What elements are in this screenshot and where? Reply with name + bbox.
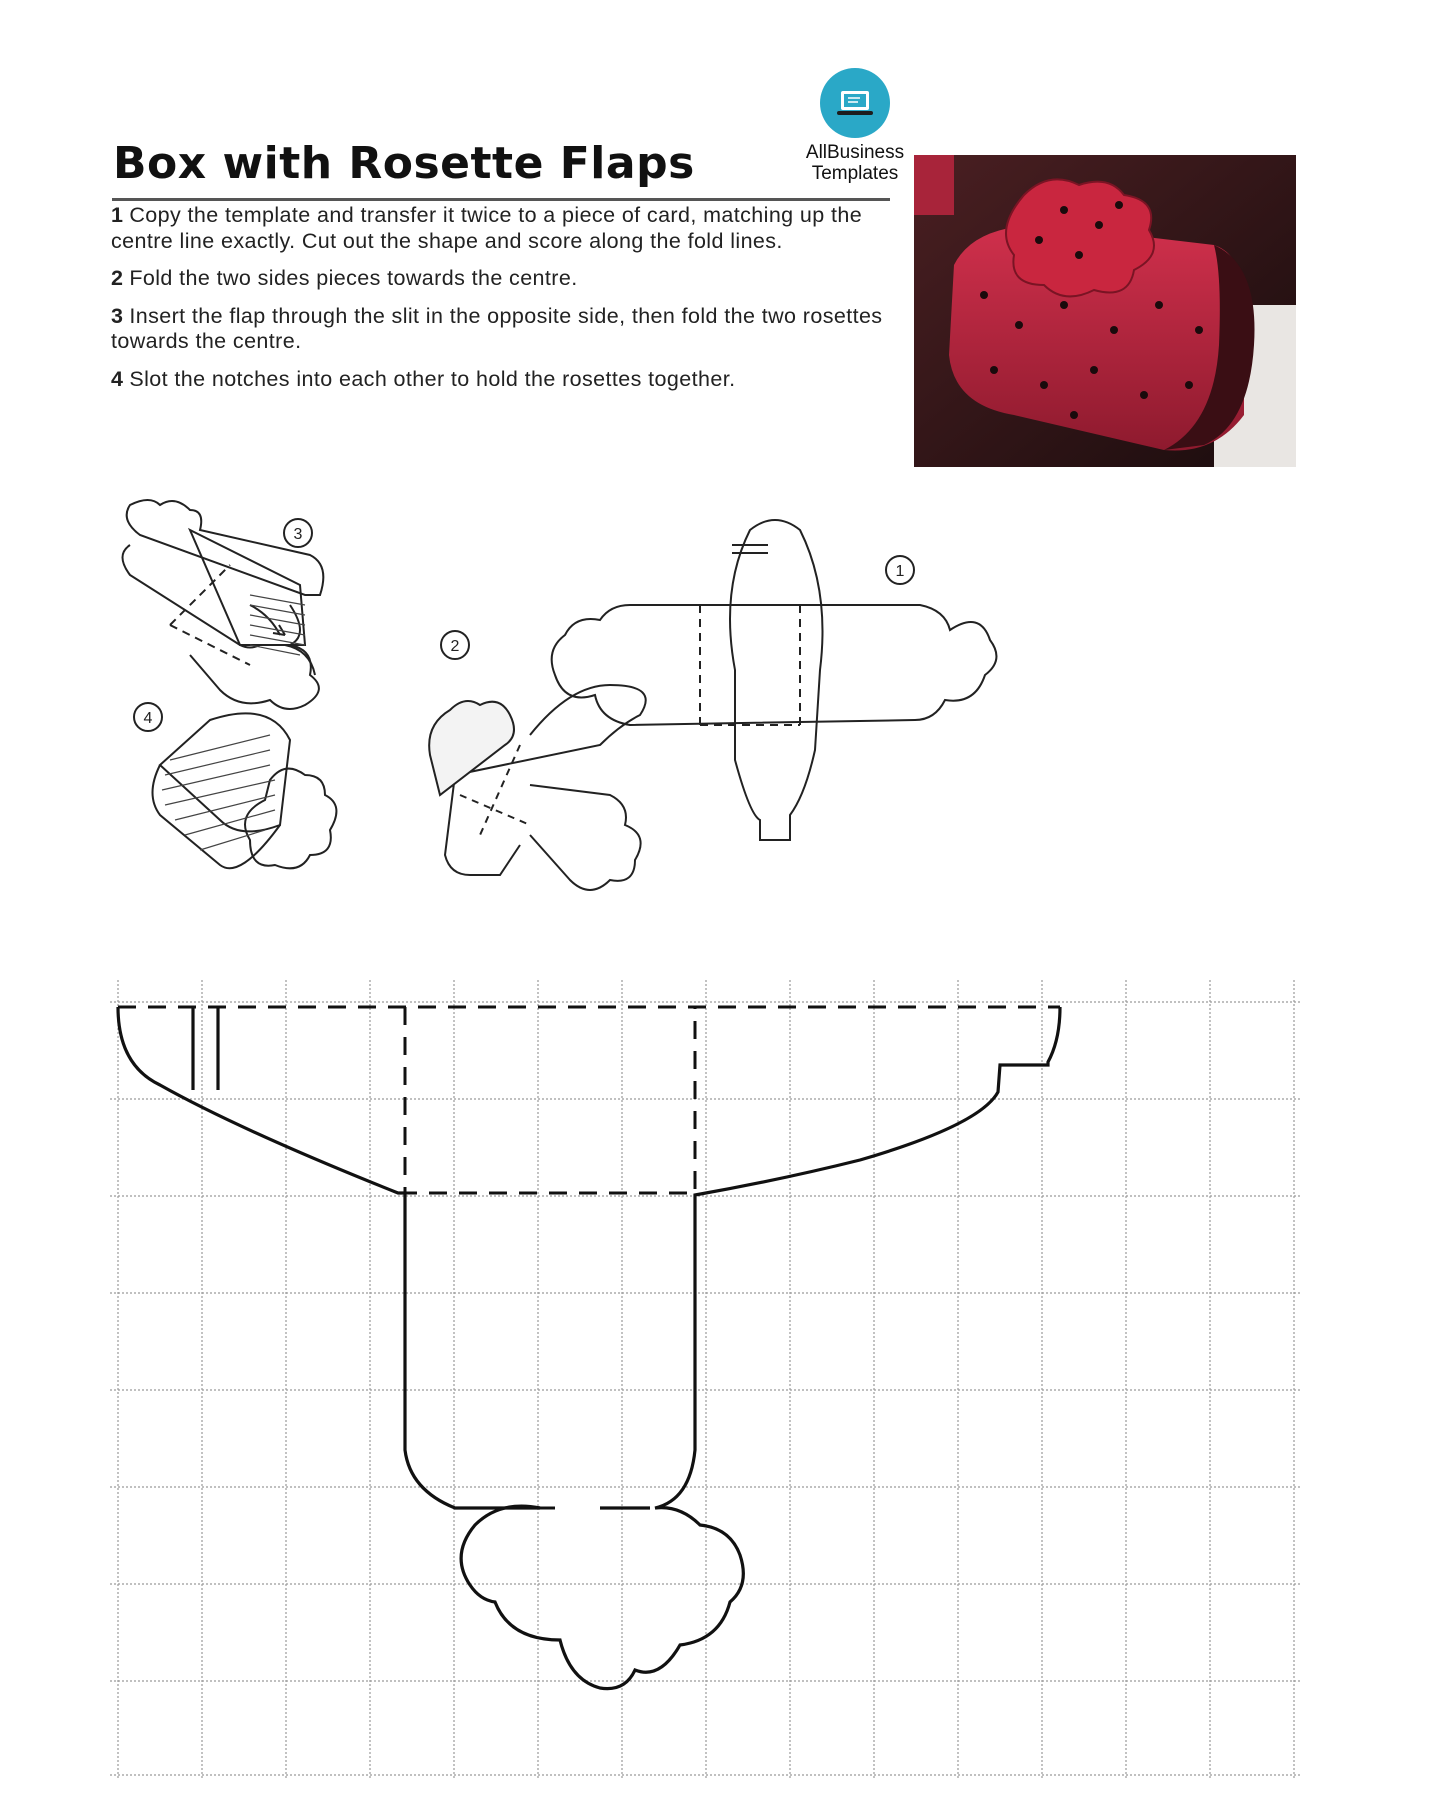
template-cut-outline [118, 1007, 1060, 1689]
step-number: 1 [111, 203, 124, 227]
step-text: Insert the flap through the slit in the opposite side, then fold the two rosettes towards the centre. [111, 303, 883, 353]
step-label: 3 [293, 526, 303, 543]
laptop-icon [820, 68, 890, 138]
template-fold-lines [118, 1007, 1060, 1193]
finished-box-photo [914, 155, 1296, 467]
step-number: 4 [111, 366, 124, 391]
step-text: Slot the notches into each other to hold the rosettes together. [129, 366, 736, 391]
step-number: 3 [111, 303, 124, 328]
diagram-step-4 [134, 703, 336, 868]
template-grid [100, 980, 1300, 1780]
brand-line-1: AllBusiness [805, 142, 905, 163]
page-title: Box with Rosette Flaps [113, 138, 695, 189]
instruction-step [111, 203, 891, 254]
brand-logo [800, 68, 910, 184]
instruction-step [111, 266, 891, 292]
diagram-step-2 [429, 631, 646, 890]
instruction-step [111, 304, 891, 355]
brand-line-2: Templates [811, 163, 899, 184]
grid-lines [110, 980, 1300, 1780]
folding-diagrams [100, 495, 1100, 955]
step-number: 2 [111, 266, 124, 290]
brand-name [800, 142, 910, 184]
instructions-list [111, 203, 891, 404]
step-text: Fold the two sides pieces towards the centre. [129, 266, 578, 290]
diagram-step-1 [552, 520, 997, 840]
step-label: 4 [143, 710, 153, 727]
step-label: 2 [450, 638, 460, 655]
diagram-step-3 [123, 500, 324, 709]
title-underline [112, 198, 890, 201]
step-label: 1 [895, 563, 905, 580]
step-text: Copy the template and transfer it twice to a piece of card, matching up the centre line exactly. Cut out the shape and score along the fold lines. [111, 203, 863, 253]
instruction-step [111, 367, 891, 393]
